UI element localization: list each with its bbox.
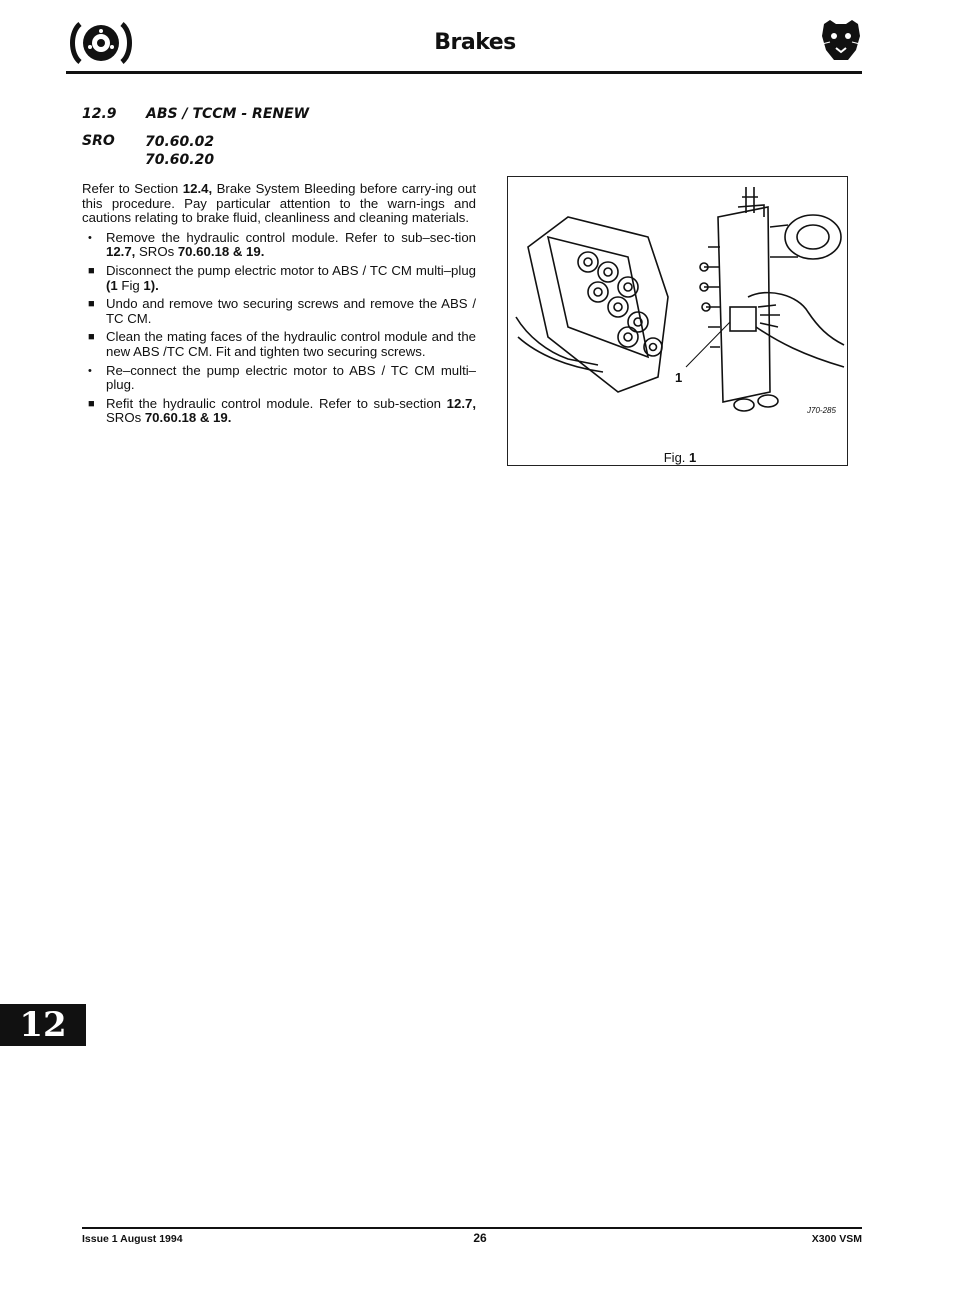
sro-codes	[145, 133, 214, 169]
section-title: ABS / TCCM - RENEW	[146, 106, 310, 122]
bullet-icon: •	[88, 231, 92, 244]
bullet-icon: ■	[88, 298, 95, 311]
procedure-step: • Re–connect the pump electric motor to ABS / TC CM multi–plug.	[88, 362, 476, 393]
procedure-step: • Remove the hydraulic control module. Refer to sub–sec-tion 12.7, SROs 70.60.18 & 19.	[88, 229, 476, 260]
sro-label: SRO	[82, 133, 115, 149]
jaguar-head-logo	[818, 18, 864, 64]
header-rule	[66, 71, 862, 74]
section-number: 12.9	[82, 106, 117, 122]
sro-code: 70.60.02	[145, 134, 215, 150]
bullet-icon: ■	[88, 264, 95, 277]
abs-module-illustration	[508, 177, 846, 447]
brake-disc-icon	[66, 20, 136, 66]
page-number: 26	[473, 1231, 487, 1245]
section-heading	[82, 106, 309, 122]
bullet-icon: ■	[88, 331, 95, 344]
page-title: Brakes	[434, 30, 516, 55]
procedure-step: ■ Undo and remove two securing screws and remove the ABS / TC CM.	[88, 296, 476, 326]
footer-manual-code: X300 VSM	[811, 1233, 862, 1245]
intro-paragraph: Refer to Section 12.4, Brake System Bleeding before carry-ing out this procedure. Pay particular attention to the warn-ings and cautions relating to brake fluid, cleanliness and cleaning materials.	[82, 181, 476, 226]
procedure-text	[82, 182, 476, 430]
bullet-icon: ■	[88, 397, 95, 410]
procedure-step: ■ Disconnect the pump electric motor to ABS / TC CM multi–plug (1 Fig 1).	[88, 262, 476, 293]
procedure-step: ■ Clean the mating faces of the hydraulic control module and the new ABS /TC CM. Fit and tighten two securing screws.	[88, 329, 476, 359]
figure-caption: Fig. 1	[663, 450, 697, 465]
procedure-step: ■ Refit the hydraulic control module. Refer to sub-section 12.7, SROs 70.60.18 & 19.	[88, 395, 476, 426]
sro-code: 70.60.20	[145, 152, 215, 168]
figure-callout: 1	[675, 370, 683, 385]
procedure-steps	[82, 231, 476, 426]
footer-issue: Issue 1 August 1994	[82, 1233, 183, 1245]
figure-reference-code: J70-285	[807, 406, 836, 415]
footer-rule	[82, 1227, 862, 1229]
figure-frame	[507, 176, 848, 466]
section-tab-label: 12	[19, 1005, 67, 1045]
bullet-icon: •	[88, 364, 92, 377]
